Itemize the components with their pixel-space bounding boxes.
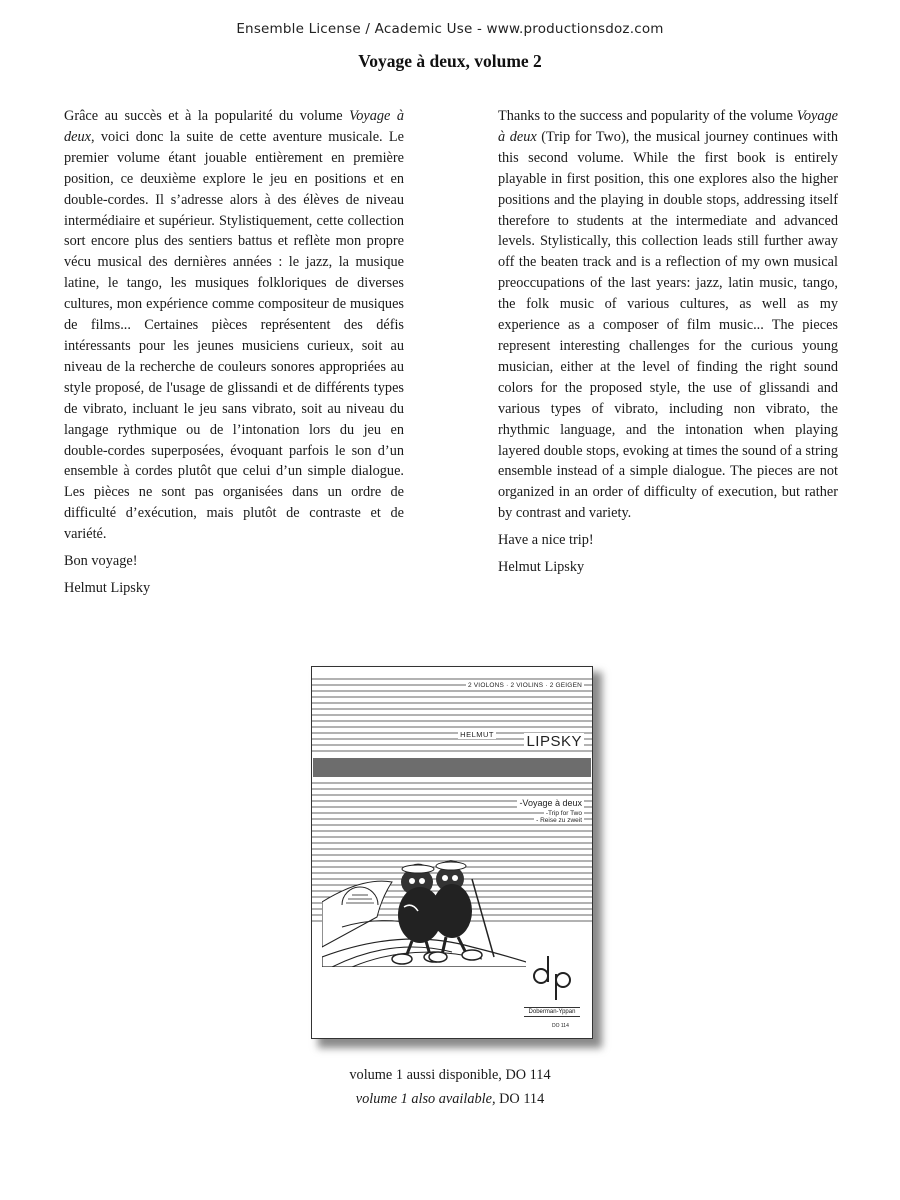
cover-composer-last: LIPSKY	[526, 733, 582, 750]
english-text-rest: (Trip for Two), the musical journey continues with this second volume. While the first book is entirely playable in first position, this one explores also the higher positions and the playing in double stops, addressing itself therefore to students at the intermediate and advanced levels. Stylistically, this collection leads still further away off the beaten track and is a reflection of my own musical preoccupations of the last years: jazz, latin music, tango, the folk music of various cultures, as well as my experience as a composer of film music... The pieces represent interesting challenges for the curious young musician, either at the level of finding the right sound colors for the proposed style, the use of glissandi and various types of vibrato, including non vibrato, the rhythmic language, and the intonation when playing layered double stops, evoking at times the sound of a string ensemble instead of a simple dialogue. The pieces are not organized in an order of difficulty of execution, but rather by contrast and variety.	[498, 128, 838, 522]
caption-english-code: DO 114	[495, 1091, 545, 1107]
cover-title-en: -Trip for Two	[545, 810, 582, 817]
english-author: Helmut Lipsky	[498, 559, 585, 576]
english-book-title: Voyage à deux	[498, 108, 838, 145]
french-book-title: Voyage à deux	[64, 108, 404, 145]
french-text-start: Grâce au succès et à la popularité du volume	[64, 108, 350, 124]
caption-french: volume 1 aussi disponible, DO 114	[349, 1067, 551, 1083]
french-paragraph	[64, 106, 404, 545]
french-column	[64, 106, 404, 605]
publisher-name: Doberman-Yppan	[524, 1007, 580, 1017]
caption-english-italic: volume 1 also available,	[355, 1091, 496, 1107]
cover-instruments: 2 VIOLONS · 2 VIOLINS · 2 GEIGEN	[467, 682, 582, 689]
page-title: Voyage à deux, volume 2	[358, 51, 542, 71]
publisher-logo-icon	[526, 950, 582, 1006]
english-closing: Have a nice trip!	[498, 532, 594, 549]
caption-english	[0, 1091, 900, 1108]
cover-title-fr: -Voyage à deux	[519, 798, 582, 808]
cover-catalog-code: DO 114	[552, 1023, 569, 1029]
cover-composer-first: HELMUT	[460, 730, 494, 739]
cover-gray-band	[313, 758, 591, 777]
french-text-rest: , voici donc la suite de cette aventure musicale. Le premier volume étant jouable entièrement en première position, ce deuxième explore le jeu en positions et en double-cordes. Il s’adresse alors à des élèves de niveau intermédiaire et supérieur. Stylistiquement, cette collection sort encore plus des sentiers battus et reflète mon propre vécu musical des dernières années : le jazz, la musique latine, le tango, les musiques folkloriques de diverses cultures, mon expérience comme compositeur de musiques de films... Certaines pièces représentent des défis intéressants pour les jeunes musiciens curieux, soit au niveau de la recherche de couleurs sonores appropriées au style proposé, de l'usage de glissandi et de différents types de vibrato, incluant le jeu sans vibrato, soit au niveau du langage rythmique ou de l’intonation lors du jeu en double-cordes superposées, évoquant parfois le son d’un ensemble à cordes plutôt que celui d’un simple dialogue. Les pièces ne sont pas organisées dans un ordre de difficulté d’exécution, mais plutôt de contraste et de variété.	[64, 128, 404, 543]
violin-characters-illustration	[322, 807, 542, 967]
cover-title-de: - Reise zu zweit	[536, 817, 582, 824]
english-column	[498, 106, 838, 584]
book-cover-image	[311, 666, 593, 1039]
french-closing: Bon voyage!	[64, 553, 138, 570]
french-author: Helmut Lipsky	[64, 579, 151, 596]
english-paragraph	[498, 106, 838, 524]
english-text-start: Thanks to the success and popularity of the volume	[498, 108, 797, 124]
license-header: Ensemble License / Academic Use - www.productionsdoz.com	[236, 21, 664, 37]
